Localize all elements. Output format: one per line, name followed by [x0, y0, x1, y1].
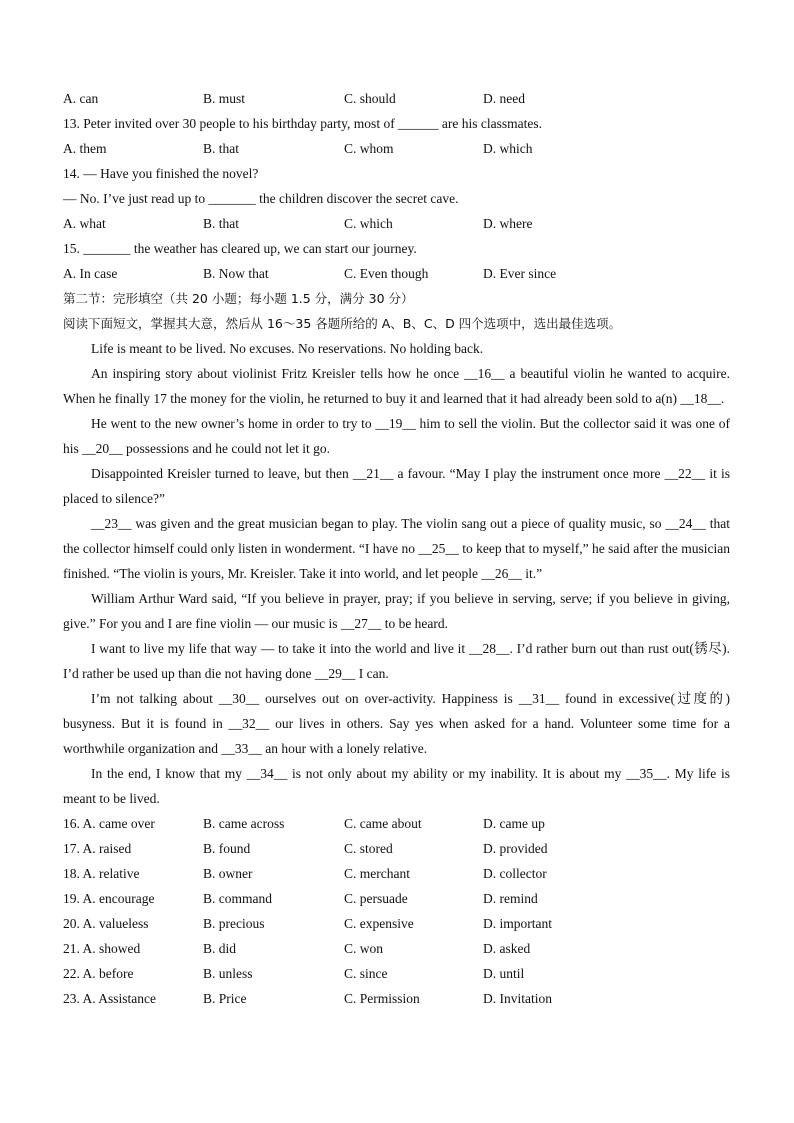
choice-a: 20. A. valueless — [63, 916, 149, 931]
option-a: A. what — [63, 216, 106, 231]
question-15-stem: 15. _______ the weather has cleared up, we can start our journey. — [63, 241, 417, 256]
choice-a: 22. A. before — [63, 966, 134, 981]
option-a: A. can — [63, 91, 99, 106]
options-q15 — [63, 261, 730, 286]
option-d: D. need — [483, 91, 525, 106]
option-d: D. which — [483, 141, 533, 156]
choice-d: D. collector — [483, 866, 547, 881]
option-b: B. Now that — [203, 266, 269, 281]
choice-row — [63, 886, 730, 911]
choice-c: C. stored — [344, 841, 393, 856]
option-a: A. them — [63, 141, 107, 156]
choice-b: B. did — [203, 941, 237, 956]
choice-d: D. came up — [483, 816, 545, 831]
choice-d: D. remind — [483, 891, 538, 906]
choice-c: C. since — [344, 966, 388, 981]
option-d: D. where — [483, 216, 533, 231]
options-q12 — [63, 86, 730, 111]
choice-c: C. came about — [344, 816, 422, 831]
choice-row — [63, 911, 730, 936]
question-13-stem: 13. Peter invited over 30 people to his birthday party, most of ______ are his classmates. — [63, 116, 543, 131]
choice-d: D. until — [483, 966, 525, 981]
passage-paragraph: William Arthur Ward said, “If you believe in prayer, pray; if you believe in serving, serve; if you believe in giving, give.” For you and I are fine violin — our music is __27__ to be heard. — [63, 591, 730, 631]
option-c: C. Even though — [344, 266, 429, 281]
choice-d: D. asked — [483, 941, 531, 956]
choice-b: B. Price — [203, 991, 247, 1006]
choice-b: B. found — [203, 841, 251, 856]
option-c: C. which — [344, 216, 393, 231]
option-c: C. whom — [344, 141, 394, 156]
choice-a: 18. A. relative — [63, 866, 140, 881]
section-title: 第二节：完形填空（共 20 小题；每小题 1.5 分，满分 30 分） — [63, 291, 414, 306]
choice-c: C. won — [344, 941, 384, 956]
choice-b: B. command — [203, 891, 272, 906]
option-d: D. Ever since — [483, 266, 557, 281]
passage-paragraph: __23__ was given and the great musician began to play. The violin sang out a piece of quality music, so __24__ that the collector himself could only listen in wonderment. “I have no __25__ to keep that to myself,” he said after the musician finished. “The violin is yours, Mr. Kreisler. Take it into world, and let people __26__ it.” — [63, 516, 730, 581]
choice-a: 23. A. Assistance — [63, 991, 156, 1006]
choice-d: D. important — [483, 916, 552, 931]
option-b: B. must — [203, 91, 246, 106]
options-q13 — [63, 136, 730, 161]
choice-row — [63, 811, 730, 836]
passage-paragraph: In the end, I know that my __34__ is not only about my ability or my inability. It is about my __35__. My life is meant to be lived. — [63, 766, 730, 806]
question-14-line2: — No. I’ve just read up to _______ the children discover the secret cave. — [63, 191, 459, 206]
choice-d: D. provided — [483, 841, 548, 856]
choice-c: C. Permission — [344, 991, 420, 1006]
choice-d: D. Invitation — [483, 991, 552, 1006]
options-q14 — [63, 211, 730, 236]
choice-a: 21. A. showed — [63, 941, 141, 956]
passage-paragraph: I’m not talking about __30__ ourselves out on over-activity. Happiness is __31__ found in excessive(过度的) busyness. But it is found in __32__ our lives in others. Say yes when asked for a hand. Volunteer some time for a worthwhile organization and __33__ an hour with a lonely relative. — [63, 691, 730, 756]
choice-a: 17. A. raised — [63, 841, 132, 856]
passage-paragraph: Life is meant to be lived. No excuses. No reservations. No holding back. — [91, 341, 484, 356]
passage-paragraph: An inspiring story about violinist Fritz Kreisler tells how he once __16__ a beautiful violin he wanted to acquire. When he finally 17 the money for the violin, he returned to buy it and learned that it had already been sold to a(n) __18__. — [63, 366, 730, 406]
choice-a: 16. A. came over — [63, 816, 155, 831]
choice-c: C. expensive — [344, 916, 414, 931]
passage-paragraph: Disappointed Kreisler turned to leave, but then __21__ a favour. “May I play the instrument once more __22__ it is placed to silence?” — [63, 466, 730, 506]
choice-row — [63, 836, 730, 861]
option-b: B. that — [203, 216, 239, 231]
question-14-line1: 14. — Have you finished the novel? — [63, 166, 259, 181]
choice-row — [63, 961, 730, 986]
option-a: A. In case — [63, 266, 118, 281]
choice-b: B. unless — [203, 966, 253, 981]
section-instruction: 阅读下面短文，掌握其大意，然后从 16～35 各题所给的 A、B、C、D 四个选项中，选出最佳选项。 — [63, 316, 622, 331]
choice-row — [63, 986, 730, 1011]
option-c: C. should — [344, 91, 396, 106]
passage-paragraph: I want to live my life that way — to take it into the world and live it __28__. I’d rather burn out than rust out(锈尽). I’d rather be used up than die not having done __29__ I can. — [63, 641, 730, 681]
choice-b: B. precious — [203, 916, 265, 931]
choice-b: B. owner — [203, 866, 253, 881]
choice-b: B. came across — [203, 816, 285, 831]
choice-a: 19. A. encourage — [63, 891, 155, 906]
passage-paragraph: He went to the new owner’s home in order to try to __19__ him to sell the violin. But the collector said it was one of his __20__ possessions and he could not let it go. — [63, 416, 730, 456]
choice-c: C. persuade — [344, 891, 408, 906]
exam-page — [63, 86, 730, 1011]
choice-row — [63, 861, 730, 886]
option-b: B. that — [203, 141, 239, 156]
choice-c: C. merchant — [344, 866, 410, 881]
choice-row — [63, 936, 730, 961]
